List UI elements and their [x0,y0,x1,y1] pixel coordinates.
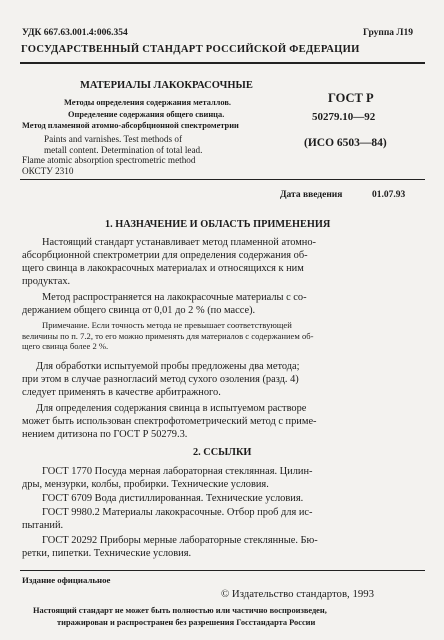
text-line: ретки, пипетки. Технические условия. [22,548,192,559]
official-edition-label: Издание официальное [22,575,111,585]
text-line: ГОСТ 20292 Приборы мерные лабораторные стеклянные. Бю- [42,535,318,546]
text-line: пытаний. [22,520,64,531]
text-line: Для определения содержания свинца в испытуемом растворе [36,403,307,414]
range-paragraph [22,291,424,317]
text-line: может быть использован спектрофотометрический метод с приме- [22,416,317,427]
text-line: продуктах. [22,276,71,287]
section-2-heading: 2. ССЫЛКИ [193,447,252,458]
subtitle-line: Определение содержания общего свинца. [68,110,225,119]
reference-item [22,465,424,491]
text-line: ГОСТ 6709 Вода дистиллированная. Технические условия. [42,493,304,504]
scope-paragraph [22,236,424,288]
gost-label: ГОСТ Р [328,91,374,105]
note-line: величины по п. 7.2, то его можно применять для материалов с содержанием об- [22,330,314,341]
intro-date-label: Дата введения [280,190,343,200]
reference-item [22,534,424,560]
footer-rule [20,570,425,571]
reference-item [22,506,424,532]
text-line: Настоящий стандарт устанавливает метод пламенной атомно- [42,237,317,248]
english-title-line: Paints and varnishes. Test methods of [44,134,183,144]
alt-method-paragraph [22,402,424,441]
title-block-rule [20,179,425,180]
group-code: Группа Л19 [363,28,414,38]
okstu-code: ОКСТУ 2310 [22,166,74,176]
section-1-heading: 1. НАЗНАЧЕНИЕ И ОБЛАСТЬ ПРИМЕНЕНИЯ [105,219,331,230]
text-line: держанием общего свинца от 0,01 до 2 % (по массе). [22,305,256,316]
text-line: дры, мензурки, колбы, пробирки. Технические условия. [22,479,269,490]
state-standard-heading: ГОСУДАРСТВЕННЫЙ СТАНДАРТ РОССИЙСКОЙ ФЕДЕРАЦИИ [21,44,360,55]
text-line: Метод распространяется на лакокрасочные материалы с со- [42,292,307,303]
text-line: ГОСТ 9980.2 Материалы лакокрасочные. Отбор проб для ис- [42,507,313,518]
text-line: нением дитизона по ГОСТ Р 50279.3. [22,429,188,440]
subtitle-line: Метод пламенной атомно-абсорбционной спектрометрии [22,121,239,130]
reproduction-notice-line: Настоящий стандарт не может быть полностью или частично воспроизведен, [33,606,327,615]
sample-treatment-paragraph [22,360,424,399]
note-paragraph [22,320,424,352]
english-title-line: Flame atomic absorption spectrometric method [22,155,196,165]
document-title: МАТЕРИАЛЫ ЛАКОКРАСОЧНЫЕ [80,80,253,91]
text-line: щего свинца в лакокрасочных материалах и относящихся к ним [22,263,304,274]
gost-number: 50279.10—92 [312,111,376,123]
text-line: абсорбционной спектрометрии для определения содержания об- [22,250,308,261]
subtitle-line: Методы определения содержания металлов. [64,98,231,107]
text-line: ГОСТ 1770 Посуда мерная лабораторная стеклянная. Цилин- [42,466,313,477]
reference-item [22,492,424,505]
reproduction-notice-line: тиражирован и распространен без разрешения Госстандарта России [57,618,316,627]
udk-code: УДК 667.63.001.4:006.354 [22,28,128,38]
note-line: Примечание. Если точность метода не превышает соответствующей [42,320,292,330]
text-line: следует применять в качестве арбитражного. [22,387,221,398]
english-title-line: metall content. Determination of total lead. [44,145,203,155]
note-line: щего свинца более 2 %. [22,341,109,351]
header-rule [20,62,425,64]
text-line: Для обработки испытуемой пробы предложены два метода; [36,361,300,372]
copyright-notice: © Издательство стандартов, 1993 [221,588,375,600]
iso-number: (ИСО 6503—84) [304,137,387,149]
intro-date-value: 01.07.93 [372,190,406,200]
text-line: при этом в случае разногласий метод сухого озоления (разд. 4) [22,374,299,385]
